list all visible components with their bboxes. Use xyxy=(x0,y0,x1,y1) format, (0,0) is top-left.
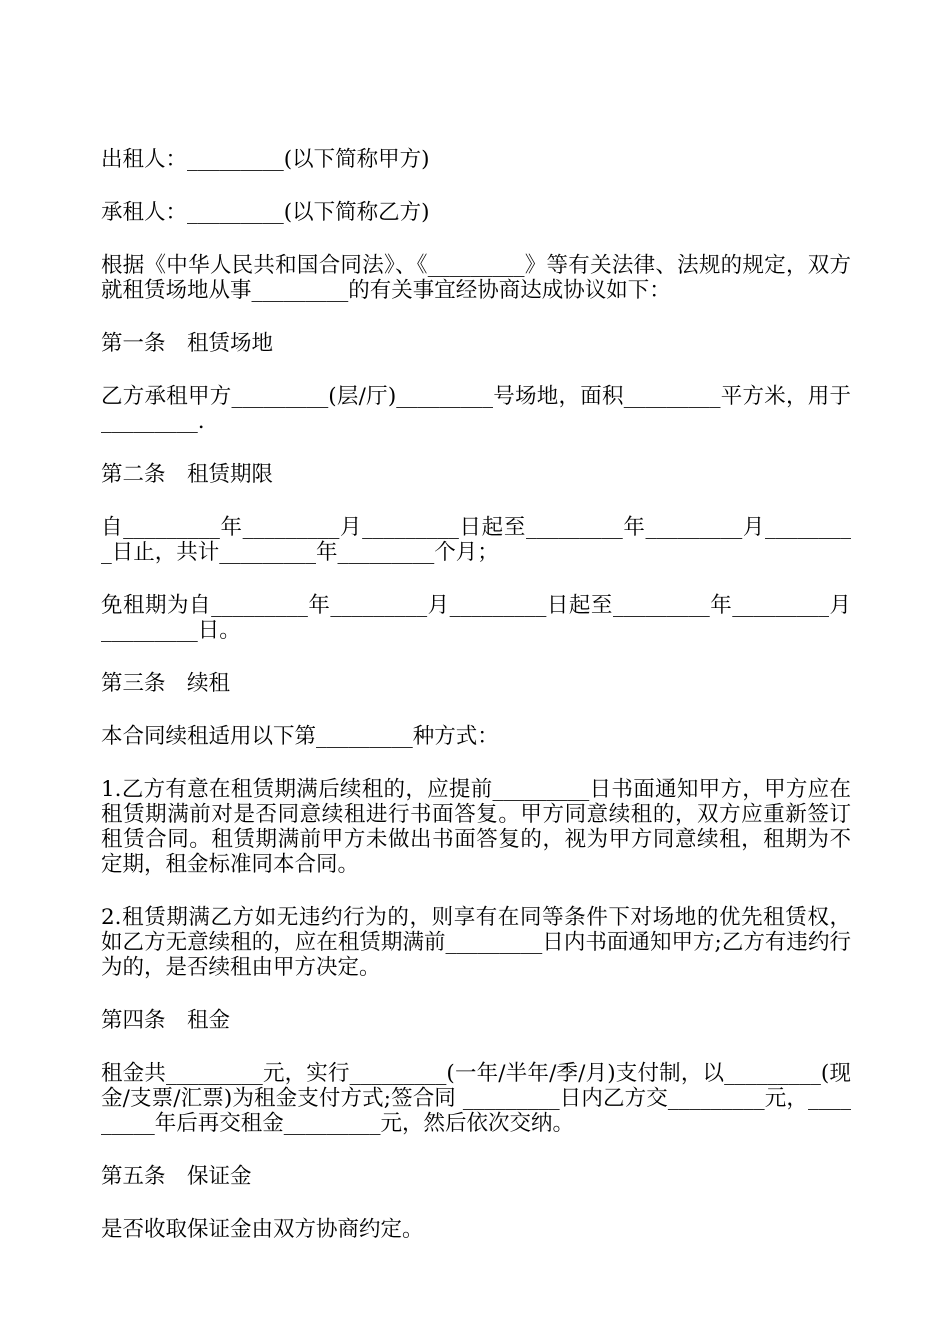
article-1-heading: 第一条 租赁场地 xyxy=(101,331,274,356)
article-2-heading: 第二条 租赁期限 xyxy=(101,462,274,487)
article-3-heading: 第三条 续租 xyxy=(101,671,231,696)
renewal-option-1-paragraph: 1.乙方有意在租赁期满后续租的，应提前_________日书面通知甲方，甲方应在租赁期满前对是否同意续租进行书面答复。甲方同意续租的，双方应重新签订租赁合同。租赁期满前甲方未做出书面答复的，视为甲方同意续租，租期为不定期，租金标准同本合同。 xyxy=(101,777,851,877)
preamble-paragraph: 根据《中华人民共和国合同法》、《_________》等有关法律、法规的规定，双方就租赁场地从事_________的有关事宜经协商达成协议如下： xyxy=(101,253,851,303)
contract-body xyxy=(101,147,851,1270)
rent-free-period-paragraph: 免租期为自_________年_________月_________日起至_________年_________月_________日。 xyxy=(101,593,851,643)
article-5-heading: 第五条 保证金 xyxy=(101,1164,252,1189)
lessee-line: 承租人：_________(以下简称乙方) xyxy=(101,200,430,225)
rent-paragraph: 租金共_________元，实行_________(一年/半年/季/月)支付制，以_________(现金/支票/汇票)为租金支付方式;签合同 _________日内乙方交_________元，_________年后再交租金_________元，然后依次交纳。 xyxy=(101,1061,851,1136)
article-4-heading: 第四条 租金 xyxy=(101,1008,231,1033)
renewal-option-2-paragraph: 2.租赁期满乙方如无违约行为的，则享有在同等条件下对场地的优先租赁权，如乙方无意续租的，应在租赁期满前_________日内书面通知甲方;乙方有违约行为的，是否续租由甲方决定。 xyxy=(101,905,851,980)
lessor-line: 出租人：_________(以下简称甲方) xyxy=(101,147,430,172)
deposit-paragraph: 是否收取保证金由双方协商约定。 xyxy=(101,1217,424,1242)
lease-term-paragraph: 自_________年_________月_________日起至_________年_________月_________日止，共计_________年_________个月； xyxy=(101,515,851,565)
renewal-method-paragraph: 本合同续租适用以下第_________种方式： xyxy=(101,724,499,749)
article-1-paragraph: 乙方承租甲方_________(层/厅)_________号场地，面积_________平方米，用于_________. xyxy=(101,384,851,434)
